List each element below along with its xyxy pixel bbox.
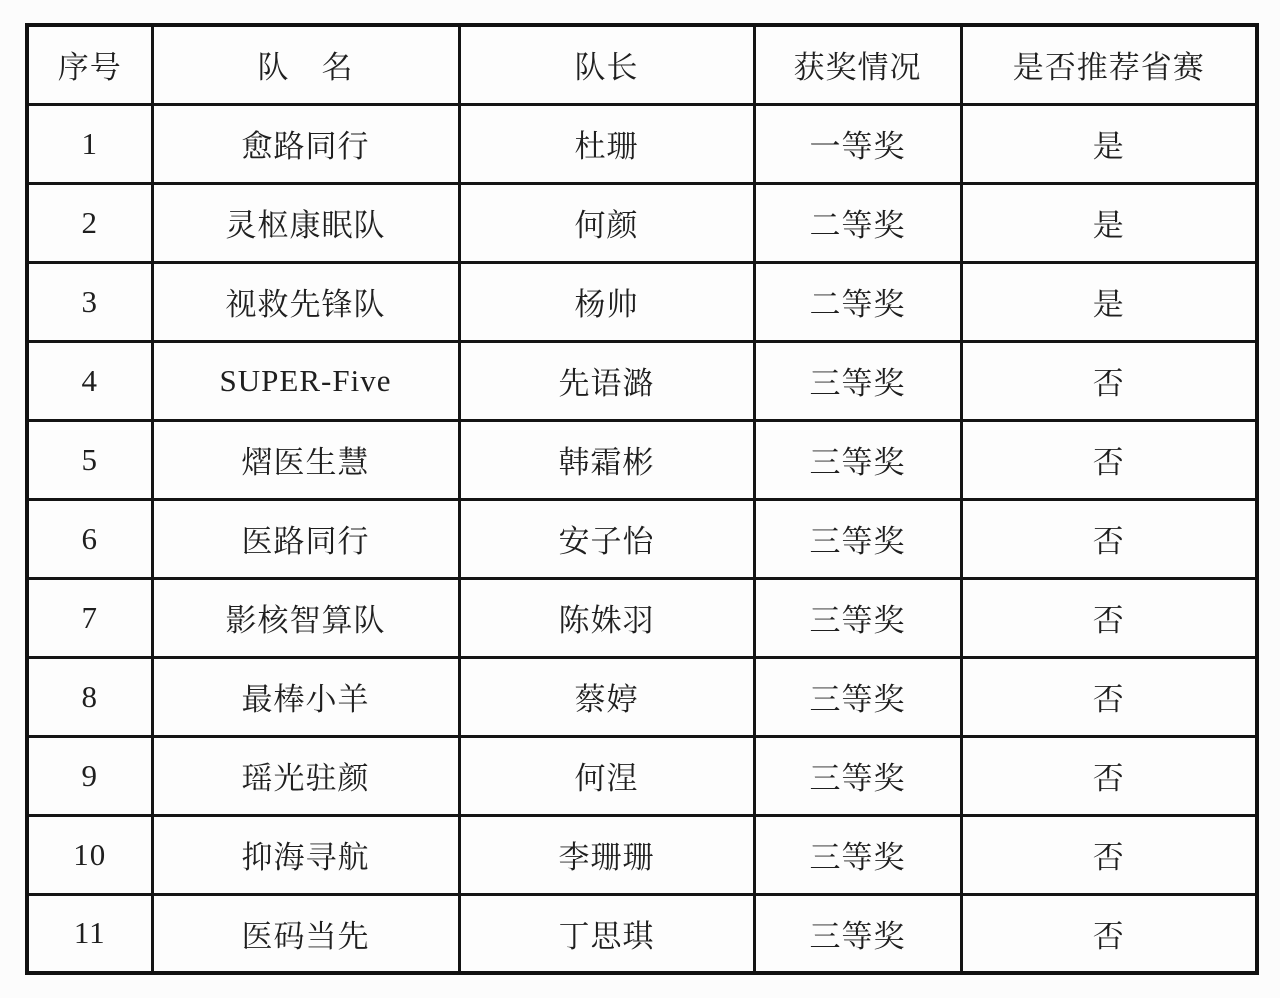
cell-captain: 李珊珊: [459, 815, 754, 894]
cell-team: 灵枢康眠队: [152, 183, 459, 262]
table-header: [27, 25, 1257, 104]
cell-index: 9: [27, 736, 152, 815]
results-table: [25, 23, 1259, 975]
cell-team: 瑶光驻颜: [152, 736, 459, 815]
table-row: [27, 736, 1257, 815]
cell-captain: 杨帅: [459, 262, 754, 341]
cell-captain: 何涅: [459, 736, 754, 815]
cell-recommend: 否: [961, 499, 1257, 578]
cell-index: 5: [27, 420, 152, 499]
cell-index: 10: [27, 815, 152, 894]
cell-index: 3: [27, 262, 152, 341]
cell-captain: 丁思琪: [459, 894, 754, 973]
cell-award: 三等奖: [754, 815, 961, 894]
table-row: [27, 262, 1257, 341]
cell-index: 8: [27, 657, 152, 736]
cell-team: SUPER-Five: [152, 341, 459, 420]
cell-captain: 韩霜彬: [459, 420, 754, 499]
cell-index: 2: [27, 183, 152, 262]
cell-recommend: 否: [961, 657, 1257, 736]
cell-award: 三等奖: [754, 420, 961, 499]
cell-index: 1: [27, 104, 152, 183]
cell-award: 二等奖: [754, 183, 961, 262]
cell-award: 三等奖: [754, 894, 961, 973]
column-header-captain: 队长: [459, 25, 754, 104]
column-header-recommend: 是否推荐省赛: [961, 25, 1257, 104]
cell-team: 医路同行: [152, 499, 459, 578]
table-body: [27, 104, 1257, 973]
table-row: [27, 420, 1257, 499]
header-row: [27, 25, 1257, 104]
cell-index: 6: [27, 499, 152, 578]
cell-team: 医码当先: [152, 894, 459, 973]
cell-award: 三等奖: [754, 736, 961, 815]
table-row: [27, 104, 1257, 183]
column-header-team: 队 名: [152, 25, 459, 104]
cell-team: 视救先锋队: [152, 262, 459, 341]
cell-captain: 陈姝羽: [459, 578, 754, 657]
table-row: [27, 341, 1257, 420]
cell-recommend: 否: [961, 815, 1257, 894]
cell-captain: 何颜: [459, 183, 754, 262]
cell-team: 最棒小羊: [152, 657, 459, 736]
cell-captain: 蔡婷: [459, 657, 754, 736]
column-header-index: 序号: [27, 25, 152, 104]
cell-recommend: 是: [961, 104, 1257, 183]
cell-award: 三等奖: [754, 578, 961, 657]
cell-award: 三等奖: [754, 657, 961, 736]
cell-index: 4: [27, 341, 152, 420]
cell-index: 11: [27, 894, 152, 973]
table-row: [27, 657, 1257, 736]
column-header-award: 获奖情况: [754, 25, 961, 104]
table-row: [27, 183, 1257, 262]
cell-team: 抑海寻航: [152, 815, 459, 894]
table-row: [27, 578, 1257, 657]
table-row: [27, 499, 1257, 578]
cell-recommend: 否: [961, 736, 1257, 815]
cell-team: 影核智算队: [152, 578, 459, 657]
cell-captain: 杜珊: [459, 104, 754, 183]
cell-recommend: 否: [961, 341, 1257, 420]
cell-captain: 先语潞: [459, 341, 754, 420]
cell-recommend: 否: [961, 894, 1257, 973]
cell-award: 一等奖: [754, 104, 961, 183]
cell-recommend: 否: [961, 420, 1257, 499]
cell-team: 熠医生慧: [152, 420, 459, 499]
cell-award: 三等奖: [754, 341, 961, 420]
cell-team: 愈路同行: [152, 104, 459, 183]
cell-recommend: 是: [961, 262, 1257, 341]
cell-award: 三等奖: [754, 499, 961, 578]
cell-recommend: 是: [961, 183, 1257, 262]
cell-award: 二等奖: [754, 262, 961, 341]
cell-recommend: 否: [961, 578, 1257, 657]
cell-captain: 安子怡: [459, 499, 754, 578]
table-row: [27, 894, 1257, 973]
cell-index: 7: [27, 578, 152, 657]
table-row: [27, 815, 1257, 894]
